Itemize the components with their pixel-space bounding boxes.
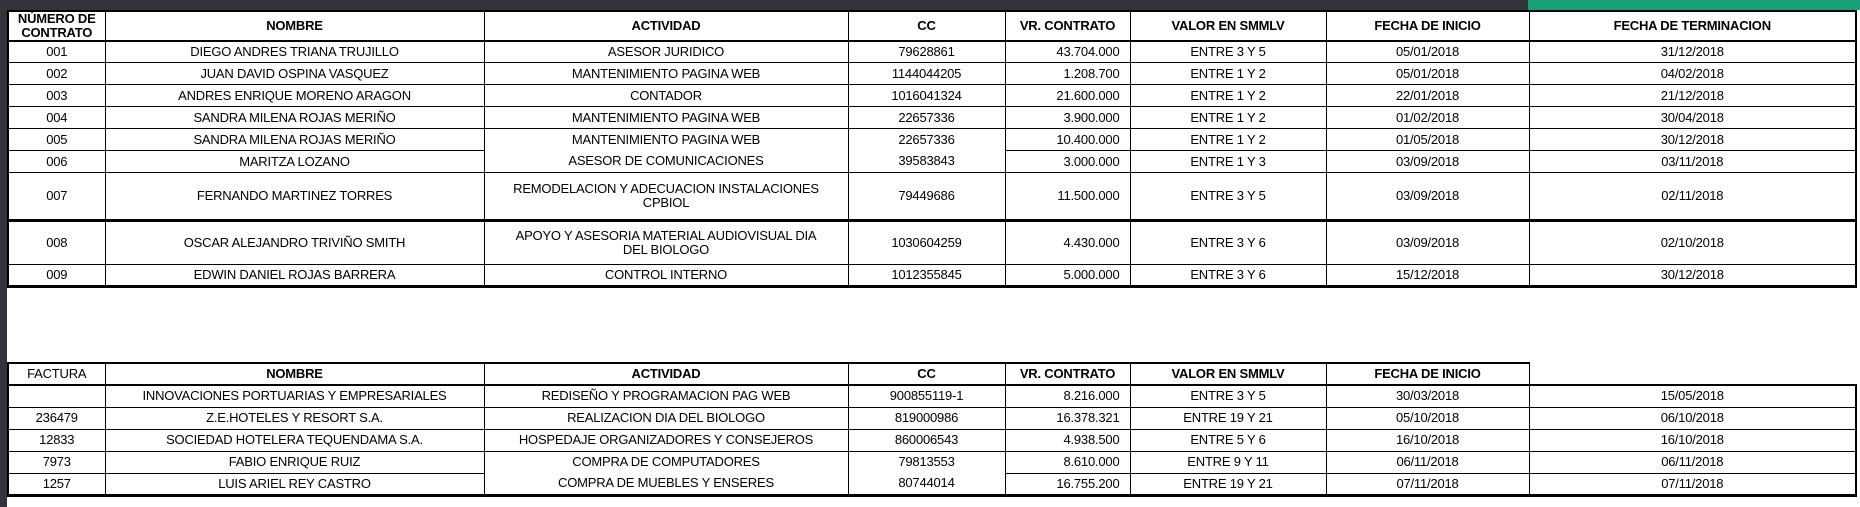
cell[interactable]: 22657336 bbox=[848, 107, 1005, 129]
column-header[interactable]: ACTIVIDAD bbox=[484, 363, 848, 385]
cell[interactable]: ASESOR DE COMUNICACIONES bbox=[484, 151, 848, 173]
cell[interactable]: 3.900.000 bbox=[1005, 107, 1130, 129]
cell[interactable]: ENTRE 1 Y 2 bbox=[1130, 85, 1326, 107]
cell[interactable]: ENTRE 1 Y 2 bbox=[1130, 107, 1326, 129]
cell[interactable]: 1257 bbox=[8, 473, 105, 495]
cell[interactable]: 003 bbox=[8, 85, 105, 107]
cell[interactable]: ANDRES ENRIQUE MORENO ARAGON bbox=[105, 85, 484, 107]
cell[interactable]: 79628861 bbox=[848, 41, 1005, 63]
column-header[interactable]: FACTURA bbox=[8, 363, 105, 385]
cell[interactable]: 008 bbox=[8, 221, 105, 265]
cell[interactable]: MARITZA LOZANO bbox=[105, 151, 484, 173]
column-header[interactable]: FECHA DE INICIO bbox=[1326, 363, 1529, 385]
table-row bbox=[8, 451, 1856, 473]
cell[interactable]: ENTRE 3 Y 5 bbox=[1130, 173, 1326, 221]
cell[interactable]: 5.000.000 bbox=[1005, 265, 1130, 287]
cell[interactable]: 43.704.000 bbox=[1005, 41, 1130, 63]
cell[interactable]: 30/03/2018 bbox=[1326, 385, 1529, 407]
cell[interactable]: LUIS ARIEL REY CASTRO bbox=[105, 473, 484, 495]
cell[interactable]: ENTRE 1 Y 3 bbox=[1130, 151, 1326, 173]
cell[interactable]: 05/01/2018 bbox=[1326, 41, 1529, 63]
contracts-table-header bbox=[8, 11, 1856, 41]
column-header[interactable]: CC bbox=[848, 363, 1005, 385]
table-row bbox=[8, 129, 1856, 151]
cell[interactable]: 30/12/2018 bbox=[1529, 265, 1856, 287]
cell[interactable]: 4.938.500 bbox=[1005, 429, 1130, 451]
table-row bbox=[8, 63, 1856, 85]
cell[interactable]: 1012355845 bbox=[848, 265, 1005, 287]
cell[interactable]: EDWIN DANIEL ROJAS BARRERA bbox=[105, 265, 484, 287]
selection-highlight bbox=[1528, 0, 1860, 10]
table-row bbox=[8, 407, 1856, 429]
cell[interactable]: 03/09/2018 bbox=[1326, 173, 1529, 221]
cell[interactable]: 900855119-1 bbox=[848, 385, 1005, 407]
cell[interactable]: ENTRE 9 Y 11 bbox=[1130, 451, 1326, 473]
cell[interactable]: 002 bbox=[8, 63, 105, 85]
column-header[interactable]: CC bbox=[848, 11, 1005, 41]
cell[interactable]: 06/11/2018 bbox=[1326, 451, 1529, 473]
spreadsheet-top-edge bbox=[0, 0, 1528, 10]
column-header[interactable]: VALOR EN SMMLV bbox=[1130, 11, 1326, 41]
cell[interactable]: 01/02/2018 bbox=[1326, 107, 1529, 129]
cell[interactable]: 03/09/2018 bbox=[1326, 221, 1529, 265]
cell[interactable]: ENTRE 5 Y 6 bbox=[1130, 429, 1326, 451]
cell[interactable]: 16.755.200 bbox=[1005, 473, 1130, 495]
cell[interactable]: 005 bbox=[8, 129, 105, 151]
cell[interactable]: 8.610.000 bbox=[1005, 451, 1130, 473]
cell[interactable]: 007 bbox=[8, 173, 105, 221]
cell[interactable]: 79813553 bbox=[848, 451, 1005, 473]
cell[interactable]: 30/04/2018 bbox=[1529, 107, 1856, 129]
table-row bbox=[8, 221, 1856, 265]
table-row bbox=[8, 85, 1856, 107]
cell[interactable]: 3.000.000 bbox=[1005, 151, 1130, 173]
cell[interactable]: 10.400.000 bbox=[1005, 129, 1130, 151]
table-row bbox=[8, 385, 1856, 407]
cell[interactable]: MANTENIMIENTO PAGINA WEB bbox=[484, 63, 848, 85]
column-header[interactable]: VR. CONTRATO bbox=[1005, 11, 1130, 41]
cell[interactable]: REDISEÑO Y PROGRAMACION PAG WEB bbox=[484, 385, 848, 407]
cell[interactable]: 7973 bbox=[8, 451, 105, 473]
cell[interactable]: Z.E.HOTELES Y RESORT S.A. bbox=[105, 407, 484, 429]
cell[interactable]: 004 bbox=[8, 107, 105, 129]
cell[interactable]: 11.500.000 bbox=[1005, 173, 1130, 221]
table-row bbox=[8, 151, 1856, 173]
cell[interactable]: 79449686 bbox=[848, 173, 1005, 221]
cell[interactable]: 16.378.321 bbox=[1005, 407, 1130, 429]
invoices-table bbox=[7, 362, 1857, 497]
column-header[interactable] bbox=[1529, 363, 1856, 385]
cell[interactable]: 819000986 bbox=[848, 407, 1005, 429]
cell[interactable]: DIEGO ANDRES TRIANA TRUJILLO bbox=[105, 41, 484, 63]
cell[interactable]: ENTRE 3 Y 5 bbox=[1130, 41, 1326, 63]
column-header[interactable]: NOMBRE bbox=[105, 11, 484, 41]
cell[interactable]: ENTRE 1 Y 2 bbox=[1130, 63, 1326, 85]
cell[interactable]: 04/02/2018 bbox=[1529, 63, 1856, 85]
cell[interactable]: 1016041324 bbox=[848, 85, 1005, 107]
cell[interactable]: 21.600.000 bbox=[1005, 85, 1130, 107]
cell[interactable]: ENTRE 3 Y 6 bbox=[1130, 265, 1326, 287]
cell[interactable]: 15/12/2018 bbox=[1326, 265, 1529, 287]
cell[interactable]: 22/01/2018 bbox=[1326, 85, 1529, 107]
cell[interactable]: ENTRE 3 Y 6 bbox=[1130, 221, 1326, 265]
cell[interactable]: 4.430.000 bbox=[1005, 221, 1130, 265]
cell[interactable]: FERNANDO MARTINEZ TORRES bbox=[105, 173, 484, 221]
cell[interactable]: MANTENIMIENTO PAGINA WEB bbox=[484, 129, 848, 151]
cell[interactable]: REALIZACION DIA DEL BIOLOGO bbox=[484, 407, 848, 429]
invoices-table-body bbox=[8, 385, 1856, 495]
cell[interactable]: ENTRE 19 Y 21 bbox=[1130, 473, 1326, 495]
cell[interactable]: CONTADOR bbox=[484, 85, 848, 107]
cell[interactable]: SANDRA MILENA ROJAS MERIÑO bbox=[105, 129, 484, 151]
cell[interactable]: 06/10/2018 bbox=[1529, 407, 1856, 429]
header-row bbox=[8, 11, 1856, 41]
cell[interactable]: 01/05/2018 bbox=[1326, 129, 1529, 151]
spreadsheet-left-edge bbox=[0, 0, 7, 507]
cell[interactable]: JUAN DAVID OSPINA VASQUEZ bbox=[105, 63, 484, 85]
cell[interactable]: INNOVACIONES PORTUARIAS Y EMPRESARIALES bbox=[105, 385, 484, 407]
table-row bbox=[8, 429, 1856, 451]
cell[interactable]: 03/09/2018 bbox=[1326, 151, 1529, 173]
cell[interactable]: ENTRE 1 Y 2 bbox=[1130, 129, 1326, 151]
cell[interactable]: SANDRA MILENA ROJAS MERIÑO bbox=[105, 107, 484, 129]
cell[interactable]: 236479 bbox=[8, 407, 105, 429]
cell[interactable]: 8.216.000 bbox=[1005, 385, 1130, 407]
cell[interactable]: 009 bbox=[8, 265, 105, 287]
cell[interactable]: 12833 bbox=[8, 429, 105, 451]
cell[interactable]: 39583843 bbox=[848, 151, 1005, 173]
column-header[interactable]: NOMBRE bbox=[105, 363, 484, 385]
cell[interactable]: 30/12/2018 bbox=[1529, 129, 1856, 151]
invoices-table-header bbox=[8, 363, 1856, 385]
cell[interactable] bbox=[8, 385, 105, 407]
cell[interactable]: REMODELACION Y ADECUACION INSTALACIONES CPBIOL bbox=[484, 173, 848, 221]
column-header[interactable]: FECHA DE INICIO bbox=[1326, 11, 1529, 41]
cell[interactable]: 15/05/2018 bbox=[1529, 385, 1856, 407]
cell[interactable]: 1030604259 bbox=[848, 221, 1005, 265]
cell[interactable]: MANTENIMIENTO PAGINA WEB bbox=[484, 107, 848, 129]
cell[interactable]: SOCIEDAD HOTELERA TEQUENDAMA S.A. bbox=[105, 429, 484, 451]
cell[interactable]: 1.208.700 bbox=[1005, 63, 1130, 85]
cell[interactable]: FABIO ENRIQUE RUIZ bbox=[105, 451, 484, 473]
cell[interactable]: OSCAR ALEJANDRO TRIVIÑO SMITH bbox=[105, 221, 484, 265]
cell[interactable]: CONTROL INTERNO bbox=[484, 265, 848, 287]
cell[interactable]: 22657336 bbox=[848, 129, 1005, 151]
header-row bbox=[8, 363, 1856, 385]
cell[interactable]: ASESOR JURIDICO bbox=[484, 41, 848, 63]
contracts-table-body bbox=[8, 41, 1856, 287]
cell[interactable]: ENTRE 3 Y 5 bbox=[1130, 385, 1326, 407]
cell[interactable]: 860006543 bbox=[848, 429, 1005, 451]
cell[interactable]: COMPRA DE MUEBLES Y ENSERES bbox=[484, 473, 848, 495]
column-header[interactable]: NÚMERO DE CONTRATO bbox=[8, 11, 105, 41]
column-header[interactable]: VALOR EN SMMLV bbox=[1130, 363, 1326, 385]
cell[interactable]: 07/11/2018 bbox=[1326, 473, 1529, 495]
cell[interactable]: 006 bbox=[8, 151, 105, 173]
cell[interactable]: 1144044205 bbox=[848, 63, 1005, 85]
table-row bbox=[8, 173, 1856, 221]
cell[interactable]: 31/12/2018 bbox=[1529, 41, 1856, 63]
cell[interactable]: APOYO Y ASESORIA MATERIAL AUDIOVISUAL DIA DEL BIOLOGO bbox=[484, 221, 848, 265]
cell[interactable]: 80744014 bbox=[848, 473, 1005, 495]
cell[interactable]: 05/10/2018 bbox=[1326, 407, 1529, 429]
cell[interactable]: ENTRE 19 Y 21 bbox=[1130, 407, 1326, 429]
cell[interactable]: 02/10/2018 bbox=[1529, 221, 1856, 265]
table-row bbox=[8, 107, 1856, 129]
table-row bbox=[8, 265, 1856, 287]
contracts-table bbox=[7, 10, 1857, 288]
table-row bbox=[8, 473, 1856, 495]
cell[interactable]: 21/12/2018 bbox=[1529, 85, 1856, 107]
cell[interactable]: 16/10/2018 bbox=[1326, 429, 1529, 451]
cell[interactable]: COMPRA DE COMPUTADORES bbox=[484, 451, 848, 473]
table-row bbox=[8, 41, 1856, 63]
cell[interactable]: 001 bbox=[8, 41, 105, 63]
cell[interactable]: 07/11/2018 bbox=[1529, 473, 1856, 495]
column-header[interactable]: ACTIVIDAD bbox=[484, 11, 848, 41]
cell[interactable]: 05/01/2018 bbox=[1326, 63, 1529, 85]
column-header[interactable]: FECHA DE TERMINACION bbox=[1529, 11, 1856, 41]
cell[interactable]: 16/10/2018 bbox=[1529, 429, 1856, 451]
cell[interactable]: 06/11/2018 bbox=[1529, 451, 1856, 473]
cell[interactable]: 02/11/2018 bbox=[1529, 173, 1856, 221]
cell[interactable]: 03/11/2018 bbox=[1529, 151, 1856, 173]
cell[interactable]: HOSPEDAJE ORGANIZADORES Y CONSEJEROS bbox=[484, 429, 848, 451]
column-header[interactable]: VR. CONTRATO bbox=[1005, 363, 1130, 385]
